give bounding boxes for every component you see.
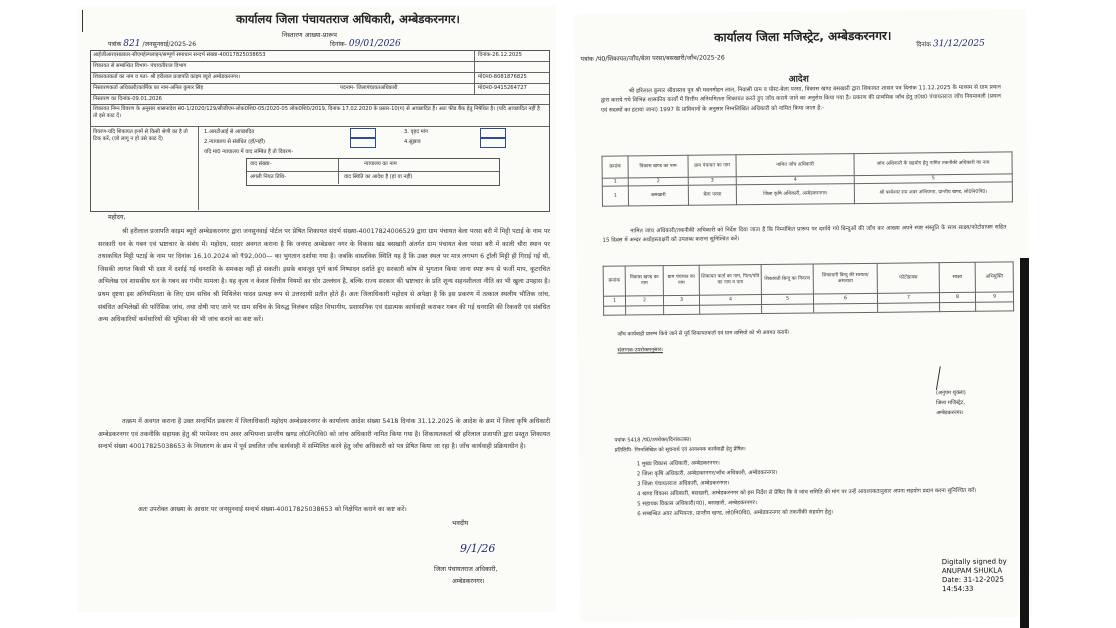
closing: भवदीय <box>452 520 469 527</box>
guideline-text: शिकायत निम्न विवरण के अनुसार शासनादेश सं0-1/2020/129/सीजीएम-लोक0शि0-05/2020-05 लोक0शि0/2019, दिनांक 17.02.2020 के प्रस्तर-10(ग) से आच्छादित है। अतः फीड बैंक हेतु निषेधित है। (यदि आच्छादित नहीं है तो इसे काट दें। <box>93 106 540 119</box>
court-pending-line: यदि मा0 न्यायालय में वाद लम्बित हैं तो विवरण- <box>204 149 294 155</box>
t2-h-remarks: अभियुक्ति <box>975 262 1013 292</box>
copy-item: 6 सम्बन्धित अवर अभियन्ता, प्रान्तीय खण्ड, लो0नि0वि0, अम्बेडकरनगर को तकनीकी सहयोग हेतु। <box>637 509 834 518</box>
signatory-district: अम्बेडकरनगर। <box>452 578 485 585</box>
t2-empty-cell <box>762 304 814 314</box>
copy-item: 3 जिला पंचायतराज अधिकारी, अम्बेडकरनगर। <box>636 480 730 488</box>
right-doc-title: कार्यालय जिला मजिस्ट्रेट, अम्बेडकरनगर। <box>714 28 892 45</box>
court-name-label: न्यायालय का नाम <box>364 161 397 167</box>
next-date-label: अगली नियत तिथि- <box>250 174 287 180</box>
option-suggestion: 4.सुझाव <box>404 139 421 145</box>
form-row-4-left: निस्तारणकर्ता अधिकारी/कार्मिक का नाम-अनिल कुमार सिंह <box>93 85 204 91</box>
salutation: महोदय, <box>108 214 126 221</box>
form-row-3-left: शिकायतकर्ता का नाम व पता- श्री हरीलाल प्रजापति काइम ब्यूरो अम्बेडकरनगर। <box>93 74 241 80</box>
copy-heading: प्रतिलिपि- निम्नलिखित को सूचनार्थ एवं आवश्यक कार्यवाही हेतु प्रेषित। <box>614 446 746 454</box>
scan-shadow-edge <box>1020 258 1029 628</box>
t2-idx: 8 <box>939 292 975 302</box>
right-date-handwritten: 31/12/2025 <box>932 38 985 50</box>
right-document <box>574 9 1032 622</box>
checkbox-court[interactable] <box>350 138 376 148</box>
t2-idx: 3 <box>663 295 699 305</box>
t2-h-photos: फोटोग्राफ्स <box>877 263 939 294</box>
left-doc-subtitle: निस्तारण आख्या-प्रारूप <box>282 31 338 39</box>
t1-idx: 4 <box>736 176 854 185</box>
copy-item: 1 मुख्य विकास अधिकारी, अम्बेडकरनगर। <box>636 460 720 468</box>
t2-idx: 5 <box>761 294 813 305</box>
t1-idx: 2 <box>628 177 688 186</box>
t1-h-serial: क्रमांक <box>602 156 628 178</box>
digital-signature-line: 14:54:33 <box>942 584 974 594</box>
right-ref-line: पत्रांक /पं0/शिकायत/जाँच/बेला परसा/बसखारी/जाँच/2025-26 <box>580 54 725 63</box>
t2-idx: 1 <box>603 296 625 306</box>
form-row-1-left: आईजीआरएसप्रकार-सीएमहेल्पलाइन/सम्पूर्ण समाधान सन्दर्भ संख्या-40017825038653 <box>93 52 266 58</box>
t1-idx: 5 <box>854 174 1012 184</box>
paragraph-request: अतः उपरोक्त आख्या के आधार पर जनसुनवाई सन्दर्भ संख्या-40017825038653 को निक्षेपित कराने का कष्ट करें। <box>138 506 407 513</box>
signature-stroke <box>936 366 941 390</box>
notice-line: जाँच कार्यवाही प्रारम्भ किये जाने से पूर्व शिकायतकर्ता एवं ग्राम वासियों को भी अवगत करायें। <box>617 329 790 338</box>
instruction-body: नामित जांच अधिकारी/तकनीकी अधिकारी को निर्देश दिया जाता है कि निम्नांकित प्रारूप पर दर्शाये गये बिन्दुओं की जाँच कर आख्या अपने स्पष्ट संस्तुति के साथ साक्ष्य/फोटोग्राफ्स सहित 15 दिवस में अन्दर अधोहस्ताक्षरी को उपलब्ध कराना सुनिश्चित करें। <box>602 224 1007 245</box>
stay-order-label: वाद स्थिति का आदेश है (हां या नहीं) <box>344 174 413 180</box>
t2-h-panchayat: ग्राम पंचायत का नाम <box>663 265 699 295</box>
t2-idx: 2 <box>625 296 663 306</box>
t1-row-technical: श्री परमेश्वर राम अवर अभियन्ता, प्रान्तीय खण्ड, लो0नि0वि0। <box>854 182 1012 204</box>
officer-table <box>601 151 1013 206</box>
t1-idx: 3 <box>688 177 736 186</box>
checkbox-rti[interactable] <box>350 128 376 138</box>
copy-item: 4 खण्ड विकास अधिकारी, बसखारी, अम्बेडकरनगर को इस निर्देश से प्रेषित कि वे जांच समिति की मांग पर उन्हें आवश्यकतानुसार अपना सहयोग प्रदान करना सुनिश्चित करें। <box>637 487 977 498</box>
t2-empty-cell <box>664 305 700 314</box>
t1-h-technical: जांच अधिकारी के सहयोग हेतु नामित तकनीकी अधिकारी का नाम <box>854 152 1012 176</box>
signature-handwritten: 9/1/26 <box>460 542 496 555</box>
t2-idx: 6 <box>813 293 877 304</box>
t2-empty-cell <box>626 306 664 315</box>
form-row-4-mid: पदनाम- जिलापंचायतअधिकारी <box>340 85 398 91</box>
form-row-3-right: मो0न0-8081876825 <box>478 74 527 80</box>
dm-district: अम्बेडकरनगर। <box>936 409 964 417</box>
margin-mark <box>82 10 83 32</box>
report-format-table <box>603 261 1015 315</box>
paragraph-complaint: श्री हरीलाल प्रजापति काइम ब्यूरो अम्बेडकरनगर द्वारा जनसुनवाई पोर्टल पर प्रेषित शिकायत संदर्भ संख्या-40017824006529 द्वारा ग्राम पंचायत बेला परसा बरी में मिट्टी पटाई के नाम पर सरकारी धन के गबन एवं भ्रष्टाचार के संबंध में। महोदय, सादर अवगत कराना है कि जनपद अम्बेडकर नगर के विकास खंड बसखारी अंतर्गत ग्राम पंचायत बेला परसा बरी में काली चौरा स्थान पर तथाकथित मिट्टी पटाई के नाम पर दिनांक 16.10.2024 को ₹92,000— का भुगतान दर्शाया गया है। जबकि वास्तविक स्थिति यह है कि उक्त स्थल पर मात्र लगभग 6 ट्रॉली मिट्टी ही गिराई गई थी, जिसकी लागत किसी भी दशा में दर्शाई गई धनराशि के समकक्ष नहीं हो सकती। इसके बावजूद पूर्ण कार्य निष्पादन दर्शाते हुए सरकारी कोष से भुगतान किया जाना स्पष्ट रूप से फर्जी माप, कूटरचित अभिलेख एवं शासकीय धन के गबन का गंभीर मामला है। यह कृत्य न केवल वित्तीय नियमों का घोर उल्लंघन है, बल्कि राज्य सरकार की भ्रष्टाचार के प्रति शून्य सहनशीलता नीति का भी खुला उपहास है। प्रथम दृष्टया इस अनियमितता के लिए ग्राम सचिव श्री मिथिलेश यादव प्रत्यक्ष रूप से उत्तरदायी प्रतीत होते हैं। अतः जिलाधिकारी महोदय से अपेक्षा है कि इस प्रकरण में तत्काल स्थलीय भौतिक जांच, संबंधित अभिलेखों की फॉरेंसिक जांच, तथा दोषी पाए जाने पर ग्राम सचिव के विरुद्ध निलंबन सहित विभागीय, प्रशासनिक एवं दंडात्मक कार्यवाही कराकर गबन की गई धनराशि की रिकवरी एवं संबंधित अन्य अधिकारियों कर्मचारियों की भूमिका की भी जांच कराने का कष्ट करें। <box>98 228 550 324</box>
paragraph-action-taken: तत्क्रम में अवगत कराना है उक्त सन्दर्भित प्रकरण में जिलाधिकारी महोदय अम्बेडकरनगर के कार्यालय आदेश संख्या 5418 दिनांक 31.12.2025 के आदेश के क्रम में जिला कृषि अधिकारी अम्बेडकरनगर एवं तकनीकि सहायक हेतु श्री परमेश्वर राम अवर अभियन्ता प्रान्तीय खण्ड लो0नि0वि0 को जांच अधिकारी नामित किया गया है। शिकायतकर्ता श्री हरिलाल प्रजापति द्वारा प्रस्तुत शिकायत सन्दर्भ संख्या 40017825038653 के निस्तारण के क्रम में पूर्व प्रचलित जाँच कार्यवाही में सम्मिलित करने हेतु जाँच अधिकारी को पत्र प्रेषित किया जा रहा है। जाँच कार्यवाही प्रक्रियाधीन है। <box>98 418 550 451</box>
digital-signature-line: Date: 31-12-2025 <box>941 575 1004 585</box>
t2-empty-cell <box>700 305 762 315</box>
signatory-title: जिला पंचायतराज अधिकारी, <box>434 566 498 573</box>
form-row-5-left: निस्तारण का दिनांक-09.01.2026 <box>93 96 162 102</box>
t2-h-complainant: शिकायत कर्ता का नाम, पिता/पति का नाम व पता <box>699 265 761 296</box>
option-rti: 1.आरटीआई से आच्छादित <box>204 129 255 135</box>
form-row-2-left: शिकायत से सम्बन्धित विभाग- पंचायतीराज विभाग <box>93 63 187 69</box>
t2-empty-cell <box>604 306 626 315</box>
t1-row-serial: 1 <box>602 186 628 206</box>
t2-h-complaint-point: शिकायती बिन्दु का विवरण <box>761 264 813 295</box>
checkbox-large-demand[interactable] <box>480 128 506 138</box>
t2-idx: 9 <box>975 292 1013 302</box>
form-row-1-right: दिनांक-26.12.2025 <box>478 52 522 58</box>
t1-h-officer: नामित जाँच अधिकारी <box>736 154 854 177</box>
option-court: 2.न्यायालय से संबंधित (हाँ/नहीं) <box>204 139 265 145</box>
digital-signature <box>942 557 1007 594</box>
order-heading: आदेश <box>788 74 809 85</box>
option-large-demand: 3. वृहद मांग <box>404 129 429 135</box>
digital-signature-line: Digitally signed by <box>941 557 1007 567</box>
t1-idx: 1 <box>602 178 628 186</box>
t2-empty-cell <box>814 303 878 313</box>
left-doc-title: कार्यालय जिला पंचायतराज अधिकारी, अम्बेडकरनगर। <box>236 12 460 26</box>
left-document <box>78 6 556 612</box>
dm-name: (अनुपम शुक्ला) <box>935 389 966 397</box>
t2-empty-cell <box>976 302 1014 311</box>
ref-label: पत्रांक 821 /जनसुनवाई/2025-26 <box>108 39 197 49</box>
category-instruction: विवरण-यदि शिकायत इनमें से किसी श्रेणी का है तो टिक करें, (जो लागू न हो उसे काट दें) <box>93 129 188 142</box>
copy-ref: पत्रांक 5418 /पं0/उपरोक्त/दिनांकउक्त। <box>614 436 692 444</box>
t2-h-evidence: साक्ष्य <box>939 262 975 292</box>
order-body: श्री हरिलाल कुमार श्रीवास्तव पुत्र श्री मदनमोहन लाल, निवासी ग्राम व पोस्ट-बेला परसा, विकास खण्ड बसखारी द्वारा शिकायत शासन पत्र दिनांक 11.12.2025 के माध्यम से ग्राम प्रधान द्वारा कराये गये विभिन्न शासकीय कार्यों में वित्तीय अनियमितता शिकायत करते हुए जाँच कराये जाने का अनुरोध किया गया है। प्रकरण की प्राथमिक जाँच हेतु उ0प्र0 पंचायतराज जाँच नियमावली (प्रधान एवं सदस्यों का हटाया जाना) 1997 के प्राविधानों के अनुसार निम्नलिखित अधिकारी को नामित किया जाता है:- <box>600 84 1001 114</box>
t1-h-block: विकास खण्ड का नाम <box>628 155 688 178</box>
t1-row-block: बसखारी <box>628 185 688 206</box>
t2-h-block: विकास खण्ड का नाम <box>625 266 663 296</box>
enclosure-line: संलग्नक-उपरोक्तानुसार। <box>617 347 663 354</box>
t2-h-truth: शिकायती बिन्दु की सत्यता/असत्यता <box>813 263 877 294</box>
checkbox-suggestion[interactable] <box>480 138 506 148</box>
copy-item: 2 जिला कृषि अधिकारी, अम्बेडकरनगर/जाँच अधिकारी, अम्बेडकरनगर। <box>636 469 778 478</box>
digital-signature-line: ANUPAM SHUKLA <box>941 566 1003 576</box>
dm-title: जिला मजिस्ट्रेट, <box>936 399 966 407</box>
t2-empty-cell <box>940 302 976 311</box>
t2-empty-cell <box>878 303 940 313</box>
copy-list <box>637 455 1018 519</box>
t1-row-panchayat: बेला परसा <box>688 185 736 206</box>
ref-date: दिनांक- 09/01/2026 <box>330 39 401 49</box>
t2-h-serial: क्रमांक <box>603 266 625 296</box>
right-ref-date: दिनांक 31/12/2025 <box>916 38 985 50</box>
form-row-4-right: मो0न0-9415264727 <box>478 85 527 91</box>
t1-row-officer: जिला कृषि अधिकारी, अम्बेडकरनगर। <box>736 184 854 205</box>
t1-h-panchayat: ग्राम पंचायत का नाम <box>688 155 736 178</box>
ref-number-handwritten: 821 <box>123 39 141 49</box>
copy-item: 5 सहायक विकास अधिकारी(पं0), बसखारी, अम्बेडकरनगर। <box>637 500 757 508</box>
t2-idx: 4 <box>699 295 761 306</box>
court-case-number-label: वाद संख्या- <box>250 161 272 167</box>
t2-idx: 7 <box>877 293 939 304</box>
date-handwritten: 09/01/2026 <box>348 39 401 49</box>
